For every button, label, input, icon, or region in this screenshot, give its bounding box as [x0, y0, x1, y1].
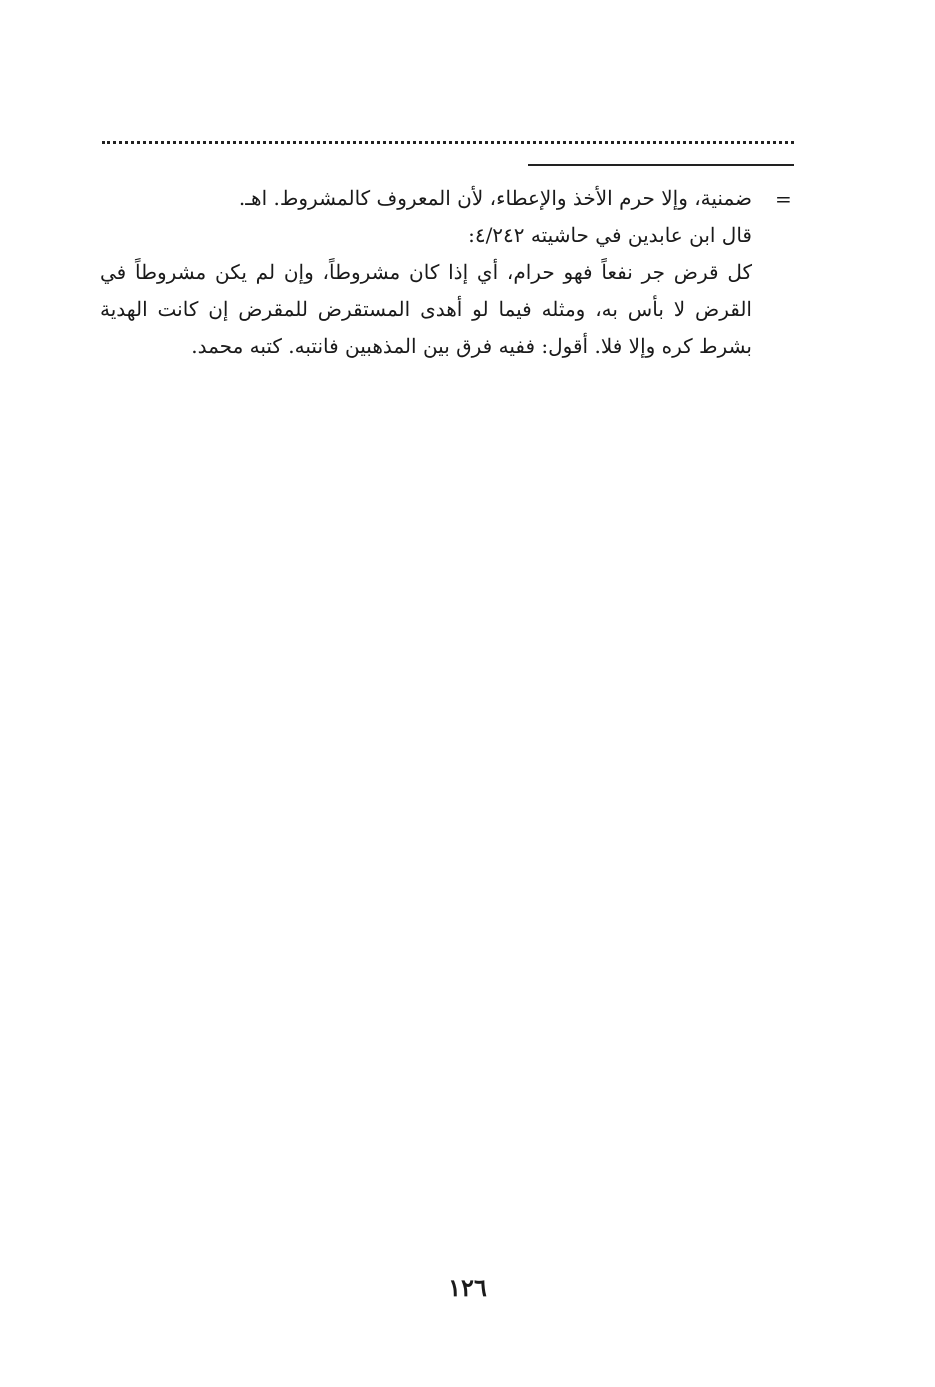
page-number: ١٢٦ — [448, 1273, 487, 1302]
footnote-block — [100, 180, 752, 365]
continuation-mark: = — [775, 187, 792, 211]
footnote-line-1: ضمنية، وإلا حرم الأخذ والإعطاء، لأن المعروف كالمشروط. اهـ. — [238, 186, 752, 210]
footnote-paragraph: كل قرض جر نفعاً فهو حرام، أي إذا كان مشروطاً، وإن لم يكن مشروطاً في القرض لا بأس به، ومثله فيما لو أهدى المستقرض للمقرض إن كانت الهدية بشرط كره وإلا فلا. أقول: ففيه فرق بين المذهبين فانتبه. كتبه محمد. — [100, 260, 752, 358]
footnote-line-2: قال ابن عابدين في حاشيته ٤/٢٤٢: — [468, 223, 752, 247]
dotted-separator — [102, 141, 794, 144]
footnote-separator-rule — [528, 164, 794, 166]
